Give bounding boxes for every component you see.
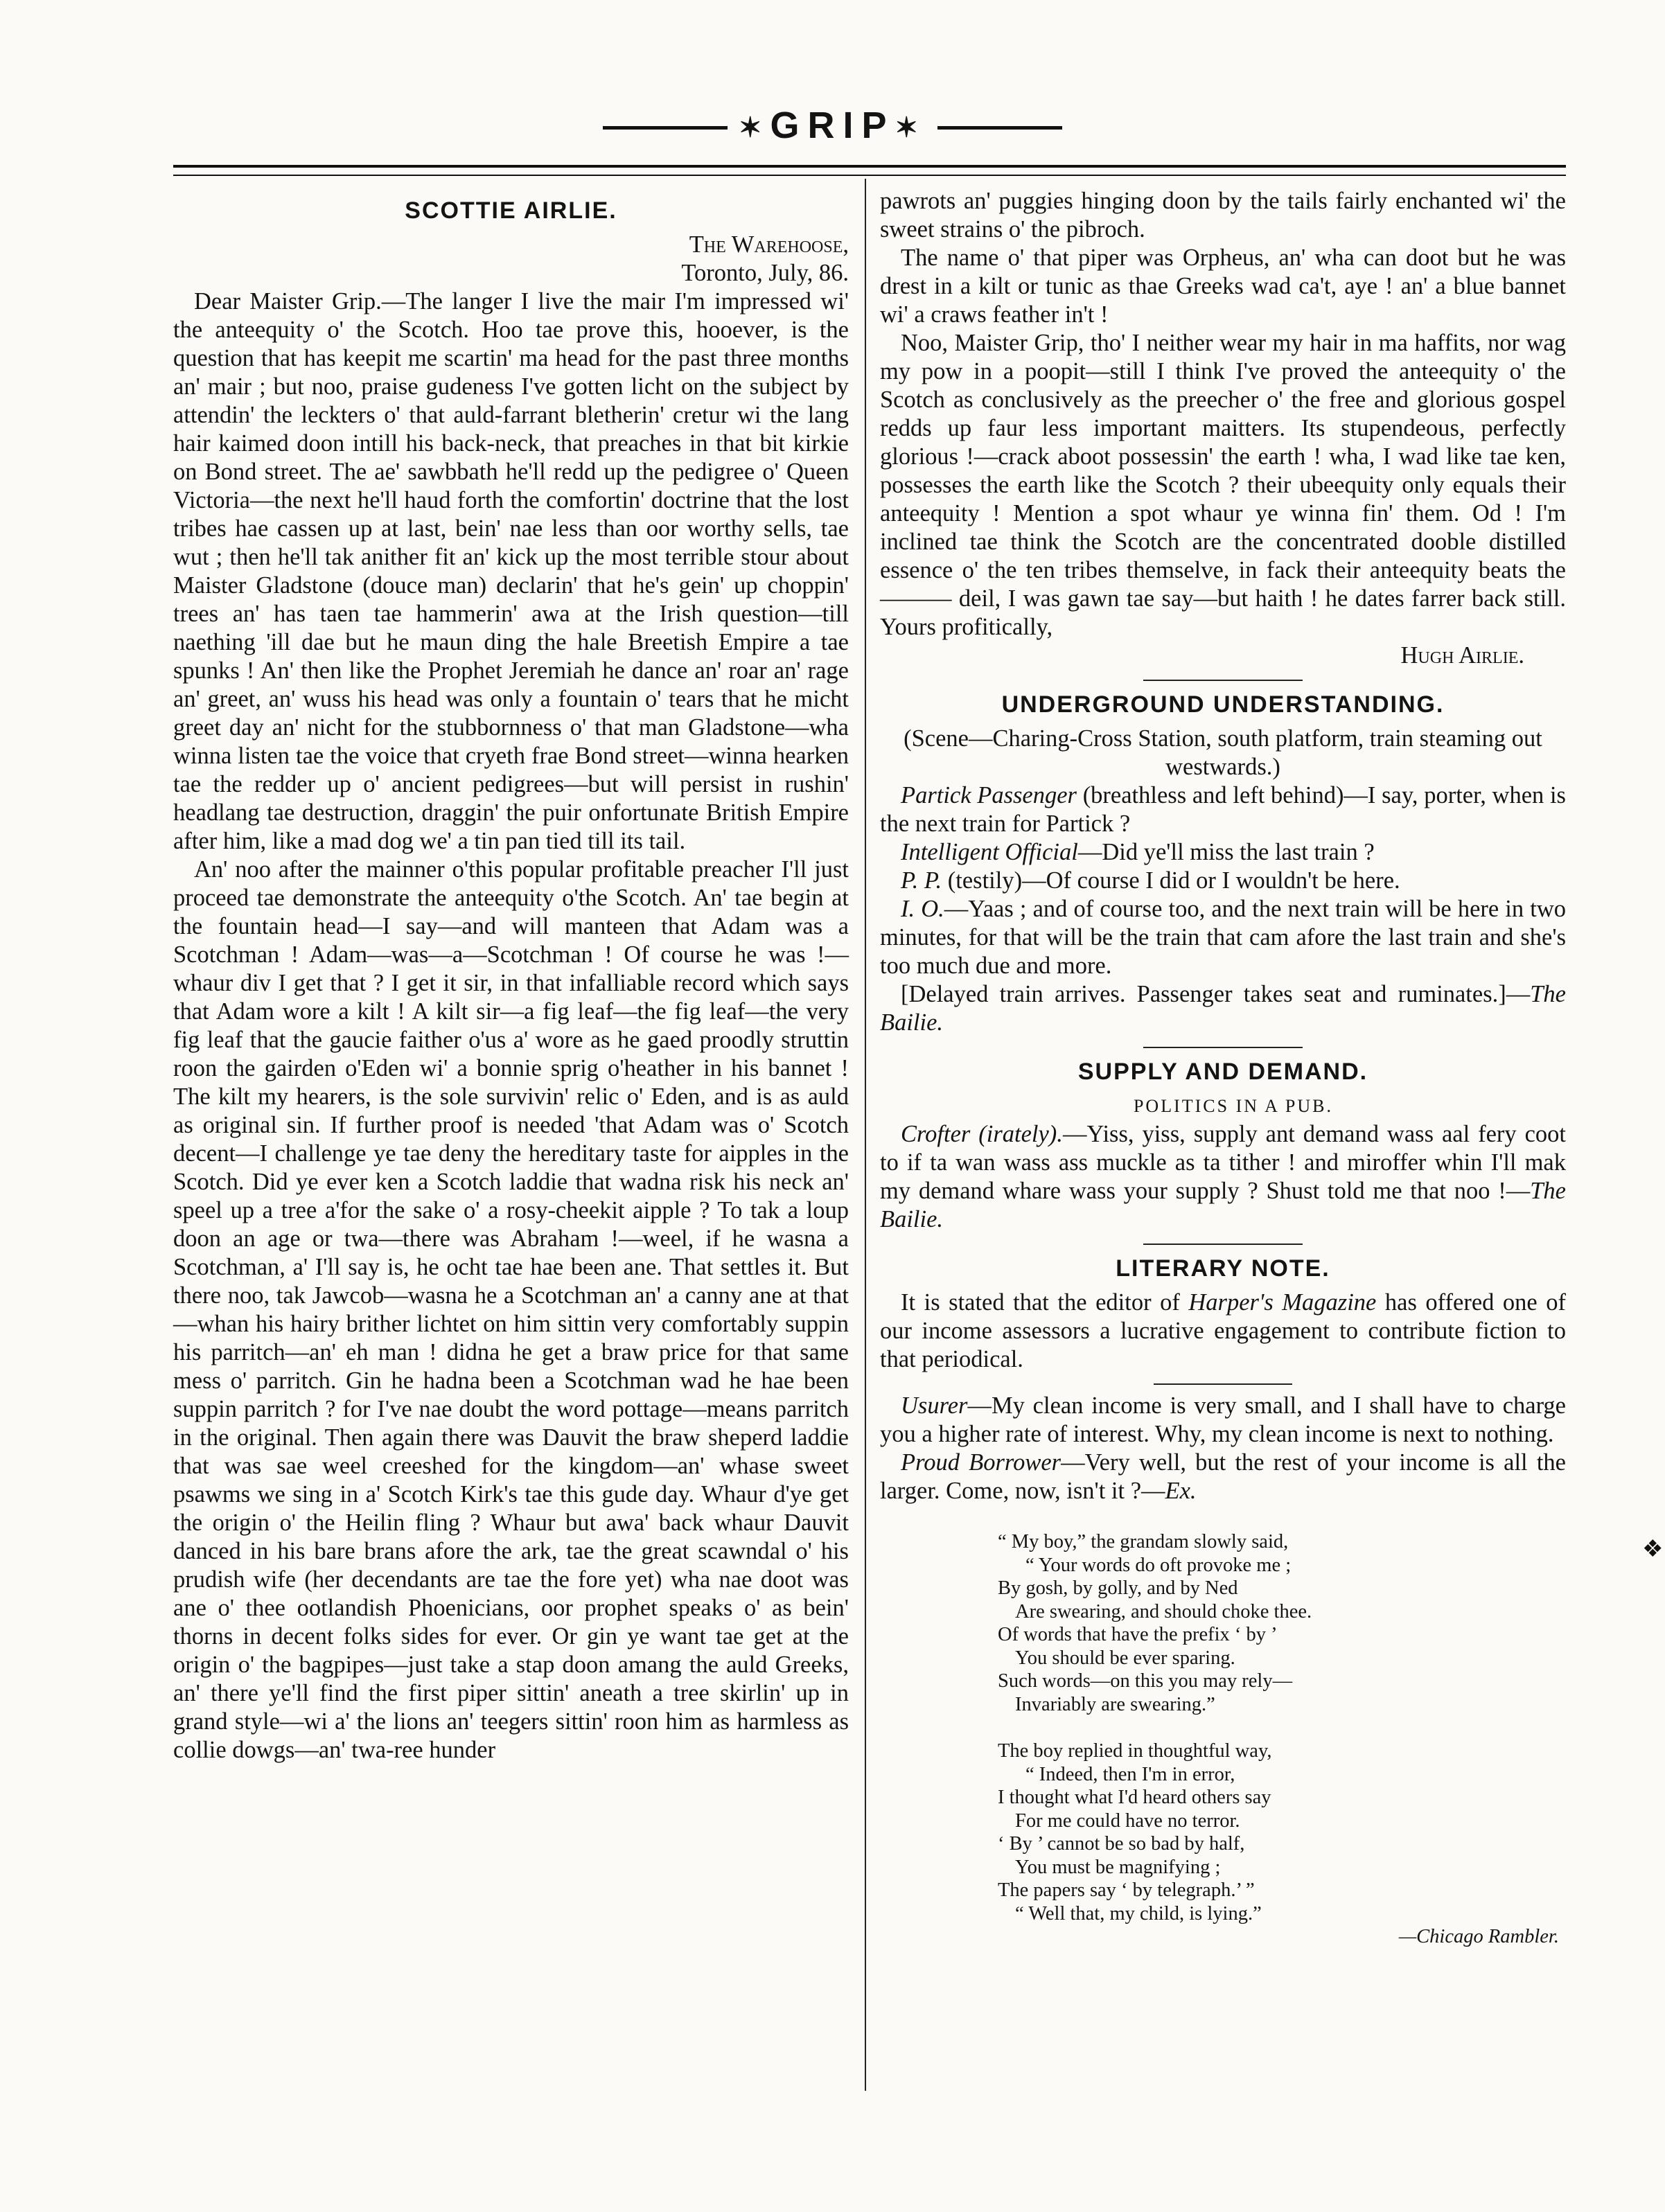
poem-line: The boy replied in thoughtful way,	[998, 1740, 1272, 1762]
article-heading-scottie-airlie: SCOTTIE AIRLIE.	[405, 197, 617, 224]
article-paragraph: Dear Maister Grip.—The langer I live the mair I'm impressed wi' the anteequity o' the Scotch. Hoo tae prove this, hooever, is the question that has keepit me scartin' ma head for the past three months an' mair ; but noo, praise gudeness I've gotten licht on the subject by attendin' the leckters o' that auld-farrant bletherin' cretur wi the lang hair kaimed doon intill his back-neck, that preaches in that bit kirkie on Bond street. The ae' sawbbath he'll redd up the pedigree o' Queen Victoria—the next he'll haud forth the comfortin' doctrine that the lost tribes hae cassen up at last, bein' nae less than oor worthy sells, tae wut ; then he'll tak anither fit an' kick up the most terrible stour about Maister Gladstone (douce man) declarin' that he's gein' up choppin' trees an' has taen tae hammerin' awa at the Irish question—till naething 'ill dae but he maun ding the hale Breetish Empire a tae spunks ! An' then like the Prophet Jeremiah he dance an' roar an' rage an' greet, an' wuss his head was only a fountain o' tears that he micht greet day an' nicht for the stubbornness o' that man Gladstone—wha winna listen tae the voice that cryeth frae Bond street—winna hearken tae the redder up o' ancient pedigrees—but will persist in rushin' headlang tae destruction, draggin' the puir onfortunate British Empire after him, like a mad dog we' a tin pan tied till its tail.	[173, 288, 849, 854]
poem-line: Invariably are swearing.”	[1015, 1693, 1215, 1715]
dialogue-line: Partick Passenger (breathless and left behind)—I say, porter, when is the next train for Partick ?	[880, 782, 1566, 837]
poem-line: I thought what I'd heard others say	[998, 1787, 1271, 1808]
masthead	[0, 104, 1665, 147]
speaker: P. P.	[901, 867, 942, 894]
poem-line: By gosh, by golly, and by Ned	[998, 1577, 1238, 1599]
poem-line: ‘ By ’ cannot be so bad by half,	[998, 1833, 1245, 1855]
article-paragraph: The name o' that piper was Orpheus, an' wha can doot but he was drest in a kilt or tunic as thae Greeks wad ca't, aye ! an' a blue bannet wi' a craws feather in't !	[880, 245, 1566, 328]
article-paragraph: Noo, Maister Grip, tho' I neither wear my hair in ma haffits, nor wag my pow in a poopit—still I think I've proved the anteequity o' the Scotch as conclusively as the preecher o' the free and glorious gospel redds up faur less important maitters. Its stupendeous, perfectly glorious !—crack aboot possessin' the earth ! wha, I wad like tae ken, possesses the earth like the Scotch ? their ubeequity only equals their anteequity ! Mention a spot whaur ye winna fin' them. Od ! I'm inclined tae think the Scotch are the concentrated dooble distilled essence o' the ten tribes themselve, in fack their anteequity beats the ——— deil, I was gawn tae say—but haith ! he dates farrer back still. Yours profitically,	[880, 330, 1566, 640]
section-divider	[1143, 1047, 1303, 1048]
poem-line: Of words that have the prefix ‘ by ’	[998, 1624, 1278, 1645]
speaker: Usurer	[901, 1392, 968, 1419]
header-rule-thick	[173, 165, 1566, 168]
masthead-title: GRIP	[770, 105, 895, 146]
speaker: Partick Passenger	[901, 782, 1077, 808]
poem-line: “ Well that, my child, is lying.”	[1015, 1902, 1262, 1925]
section-divider	[1143, 680, 1303, 681]
poem	[998, 1530, 1566, 1949]
poem-line: Such words—on this you may rely—	[998, 1670, 1293, 1692]
speaker: Intelligent Official	[901, 839, 1078, 865]
stage-direction: [Delayed train arrives. Passenger takes seat and ruminates.]—The Bailie.	[880, 981, 1566, 1036]
dateline-warehouse: The Warehoose,	[689, 231, 849, 258]
right-column	[880, 187, 1566, 1949]
article-subheading: POLITICS IN A PUB.	[1133, 1096, 1334, 1116]
poem-line: For me could have no terror.	[1015, 1810, 1240, 1832]
article-continuation: pawrots an' puggies hinging doon by the tails fairly enchanted wi' the sweet strains o' the pibroch.	[880, 188, 1566, 242]
dialogue-line: Usurer—My clean income is very small, and I shall have to charge you a higher rate of interest. Why, my clean income is next to nothing.	[880, 1392, 1566, 1447]
article-paragraph: An' noo after the mainner o'this popular profitable preacher I'll just proceed tae demonstrate the anteequity o'the Scotch. An' tae begin at the fountain head—I say—and will manteen that Adam was a Scotchman ! Adam—was—a—Scotchman ! Of course he was !—whaur div I get that ? I get it sir, in that infalliable record which says that Adam wore a kilt ! A kilt sir—a fig leaf—the fig leaf—the very fig leaf that the gaucie faither o'us a' wore as he gaed proodly struttin roon the gairden o'Eden wi' a bonnie sprig o'heather in his bannet ! The kilt my hearers, is the sole survivin' relic o' Eden, and is as auld as original sin. If further proof is needed 'that Adam was o' Scotch decent—I challenge ye tae deny the hereditary taste for aipples in the Scotch. Did ye ever ken a Scotch laddie that wadna risk his neck an' speel up a tree a'for the sake o' a rosy-cheekit aipple ? To tak a loup doon an age or twa—there was Abraham !—weel, if he wasna a Scotchman, a' I'll say is, he ocht tae hae been ane. That settles it. But there noo, tak Jawcob—wasna he a Scotchman an' a canny ane at that—whan his hairy brither lichtet on him sittin very comfortably suppin his parritch—an' eh man ! didna he get a braw price for that same mess o' parritch. Gin he hadna been a Scotchman wad he hae been suppin parritch ? for I've nae doubt the word pottage—means parritch in the original. Then again there was Dauvit the braw sheperd laddie that was sae weel creeshed for the kingdom—an' whase sweet psawms we sing in a' Scotch Kirk's tae this gude day. Whaur d'ye get the origin o' the Heilin fling ? Whaur but awa' back whaur Dauvit danced in his bare brans afore the ark, tae the great scawndal o' his prudish wife (her decendants are tae the fore yet) wha nae doot was ane o' thee ootlandish Phoenicians, oor prophet speaks o' as bein' thorns in decent folks sides for ever. Or gin ye want tae get at the origin o' the bagpipes—just take a stap doon amang the auld Greeks, an' there ye'll find the first piper sittin' aneath a tree skirlin' up in grand style—wi a' the lions an' teegers sittin' roon him as harmless as collie dowgs—an' twa-ree hunder	[173, 856, 849, 1763]
source-credit: The Bailie.	[880, 1178, 1566, 1232]
dialogue-line: P. P. (testily)—Of course I did or I wouldn't be here.	[901, 867, 1400, 894]
scene-description: (Scene—Charing-Cross Station, south platform, train steaming out westwards.)	[904, 725, 1542, 780]
speaker: Crofter (irately).	[901, 1121, 1063, 1147]
dateline-toronto: Toronto, July, 86.	[681, 260, 849, 286]
poem-line: “ Your words do oft provoke me ;	[1025, 1554, 1292, 1576]
poem-line: You must be magnifying ;	[1015, 1856, 1221, 1878]
poem-line: The papers say ‘ by telegraph.’ ”	[998, 1879, 1255, 1901]
poem-line: You should be ever sparing.	[1015, 1647, 1235, 1669]
star-ornament-left: ✶	[738, 112, 770, 143]
header-rule-thin	[173, 175, 1566, 176]
dialogue-line: Proud Borrower—Very well, but the rest of your income is all the larger. Come, now, isn't it ?—Ex.	[880, 1449, 1566, 1504]
poem-line: “ Indeed, then I'm in error,	[1025, 1763, 1235, 1785]
section-divider	[1154, 1383, 1292, 1385]
star-ornament-right: ✶	[895, 112, 927, 143]
article-heading-literary: LITERARY NOTE.	[1116, 1255, 1330, 1282]
speaker: Proud Borrower	[901, 1449, 1061, 1476]
article-heading-supply: SUPPLY AND DEMAND.	[1077, 1059, 1368, 1085]
poem-line: Are swearing, and should choke thee.	[1015, 1600, 1312, 1622]
dialogue-line: Crofter (irately).—Yiss, yiss, supply ant demand wass aal fery coot to if ta wan wass ass muckle as ta tither ! and miroffer whin I'll mak my demand whare wass your supply ? Shust told me that noo !—The Bailie.	[880, 1121, 1567, 1232]
poem-attribution: —Chicago Rambler.	[1398, 1926, 1559, 1947]
section-divider	[1143, 1244, 1303, 1245]
literary-note-text: It is stated that the editor of Harper's Magazine has offered one of our income assessors a lucrative engagement to contribute fiction to that periodical.	[880, 1289, 1566, 1372]
poem-line: “ My boy,” the grandam slowly said,	[998, 1531, 1289, 1552]
ink-blot-icon: ❖	[1642, 1537, 1664, 1562]
dialogue-line: Intelligent Official—Did ye'll miss the last train ?	[901, 839, 1375, 865]
column-divider	[865, 179, 866, 2091]
left-column	[173, 187, 849, 1764]
source-credit: Ex.	[1165, 1478, 1197, 1504]
signature: Hugh Airlie.	[1400, 642, 1524, 669]
masthead-rule-right	[937, 126, 1062, 130]
stanza-break	[998, 1716, 1566, 1740]
article-heading-underground: UNDERGROUND UNDERSTANDING.	[1001, 691, 1445, 718]
source-credit: The Bailie.	[880, 981, 1566, 1036]
masthead-rule-left	[603, 126, 728, 130]
magazine-title: Harper's Magazine	[1188, 1289, 1377, 1316]
dialogue-line: I. O.—Yaas ; and of course too, and the next train will be here in two minutes, for that will be the train that cam afore the last train and she's too much due and more.	[880, 896, 1566, 979]
speaker: I. O.	[901, 896, 944, 922]
